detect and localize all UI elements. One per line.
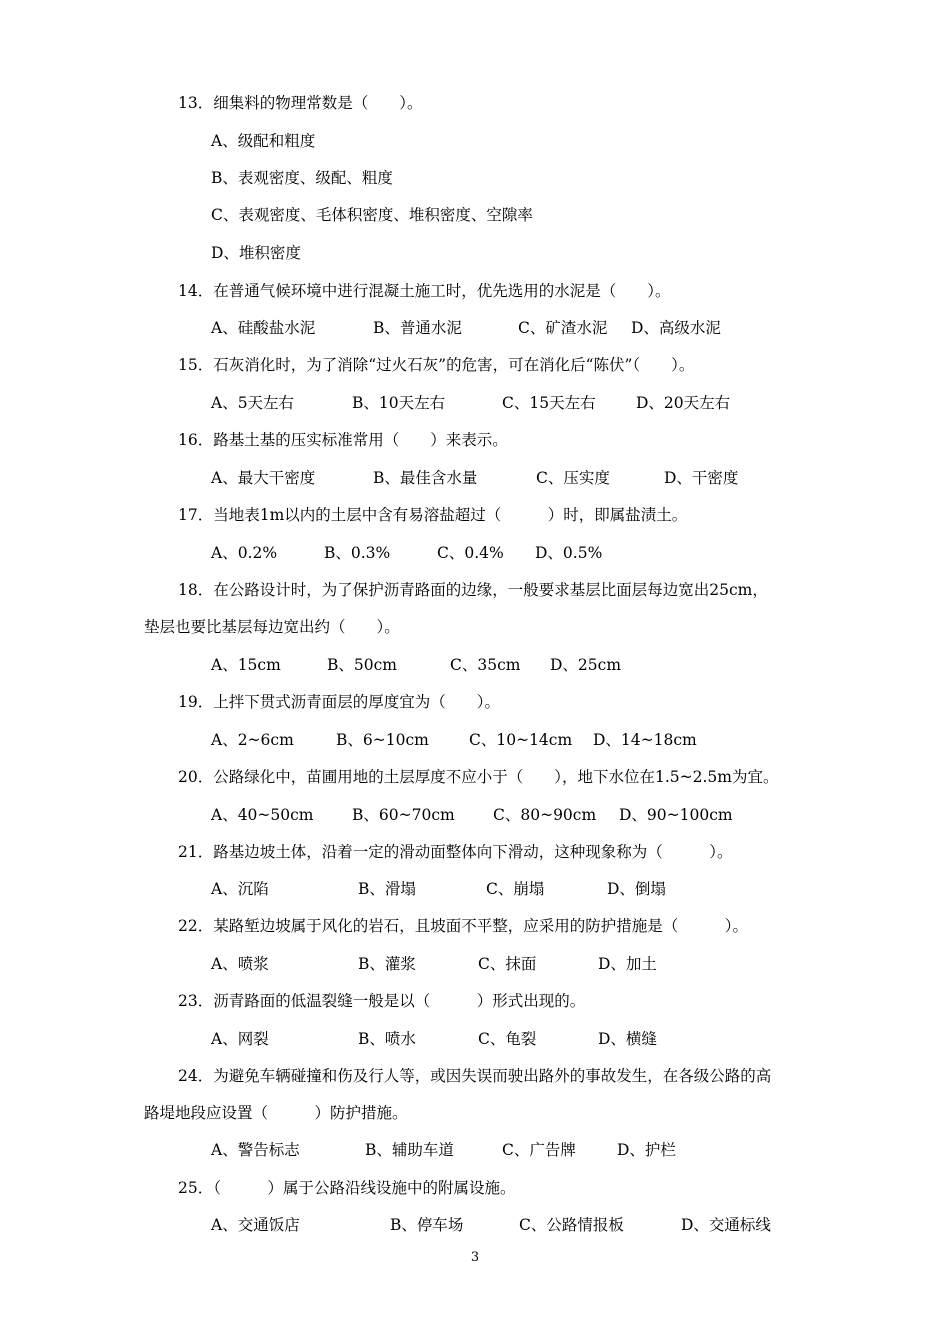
question-13-option-d: D、堆积密度	[211, 244, 301, 262]
question-15-option-c: C、15天左右	[502, 394, 596, 412]
question-24-option-d: D、护栏	[617, 1141, 676, 1159]
question-21-option-c: C、崩塌	[486, 880, 545, 898]
page-number: 3	[470, 1250, 480, 1265]
question-25-option-b: B、停车场	[390, 1216, 464, 1234]
question-25-option-d: D、交通标线	[681, 1216, 771, 1234]
question-20-option-d: D、90~100cm	[619, 806, 733, 824]
question-19-option-a: A、2~6cm	[211, 731, 294, 749]
question-23-stem: 23．沥青路面的低温裂缝一般是以（ ）形式出现的。	[178, 992, 586, 1010]
question-23-option-c: C、龟裂	[478, 1030, 537, 1048]
question-21-option-a: A、沉陷	[211, 880, 269, 898]
question-23-option-b: B、喷水	[358, 1030, 416, 1048]
question-16-option-c: C、压实度	[536, 469, 610, 487]
question-18-option-b: B、50cm	[327, 656, 397, 674]
question-24-option-a: A、警告标志	[211, 1141, 300, 1159]
question-16-option-b: B、最佳含水量	[373, 469, 478, 487]
question-20-option-b: B、60~70cm	[352, 806, 455, 824]
question-13-option-b: B、表观密度、级配、粗度	[211, 169, 393, 187]
question-14-option-b: B、普通水泥	[373, 319, 462, 337]
question-21-option-b: B、滑塌	[358, 880, 416, 898]
question-24-option-b: B、辅助车道	[365, 1141, 454, 1159]
question-16-option-d: D、干密度	[664, 469, 739, 487]
question-17-option-b: B、0.3%	[324, 544, 391, 562]
question-20-stem: 20．公路绿化中，苗圃用地的土层厚度不应小于（ ），地下水位在1.5~2.5m为宜。	[178, 768, 779, 786]
question-19-option-b: B、6~10cm	[336, 731, 429, 749]
question-22-stem: 22．某路堑边坡属于风化的岩石，且坡面不平整，应采用的防护措施是（ ）。	[178, 917, 748, 935]
question-16-option-a: A、最大干密度	[211, 469, 316, 487]
question-14-stem: 14．在普通气候环境中进行混凝土施工时，优先选用的水泥是（ ）。	[178, 282, 671, 300]
question-18-stem-line-2: 垫层也要比基层每边宽出约（ ）。	[144, 618, 400, 636]
question-13-option-a: A、级配和粗度	[211, 132, 316, 150]
question-17-option-c: C、0.4%	[437, 544, 504, 562]
question-21-option-d: D、倒塌	[607, 880, 666, 898]
question-24-option-c: C、广告牌	[502, 1141, 576, 1159]
question-15-option-a: A、5天左右	[211, 394, 295, 412]
question-15-option-b: B、10天左右	[352, 394, 446, 412]
question-25-option-a: A、交通饭店	[211, 1216, 300, 1234]
question-13-option-c: C、表观密度、毛体积密度、堆积密度、空隙率	[211, 206, 533, 224]
question-15-stem: 15．石灰消化时，为了消除“过火石灰”的危害，可在消化后“陈伏”（ ）。	[178, 356, 695, 374]
question-22-option-d: D、加土	[598, 955, 657, 973]
question-17-stem: 17．当地表1m以内的土层中含有易溶盐超过（ ）时，即属盐渍土。	[178, 506, 688, 524]
question-13-stem: 13．细集料的物理常数是（ ）。	[178, 94, 423, 112]
question-18-option-d: D、25cm	[550, 656, 622, 674]
question-25-option-c: C、公路情报板	[519, 1216, 624, 1234]
question-17-option-d: D、0.5%	[535, 544, 603, 562]
question-14-option-d: D、高级水泥	[631, 319, 721, 337]
question-24-stem-line-1: 24．为避免车辆碰撞和伤及行人等，或因失误而驶出路外的事故发生，在各级公路的高	[178, 1067, 772, 1085]
question-18-option-a: A、15cm	[211, 656, 281, 674]
question-20-option-a: A、40~50cm	[211, 806, 314, 824]
question-16-stem: 16．路基土基的压实标准常用（ ）来表示。	[178, 431, 508, 449]
question-18-option-c: C、35cm	[450, 656, 521, 674]
question-14-option-a: A、硅酸盐水泥	[211, 319, 316, 337]
question-20-option-c: C、80~90cm	[493, 806, 597, 824]
question-15-option-d: D、20天左右	[636, 394, 731, 412]
question-25-stem: 25．（ ）属于公路沿线设施中的附属设施。	[178, 1179, 516, 1197]
question-22-option-b: B、灌浆	[358, 955, 416, 973]
question-23-option-d: D、横缝	[598, 1030, 657, 1048]
question-19-option-d: D、14~18cm	[593, 731, 697, 749]
question-24-stem-line-2: 路堤地段应设置（ ）防护措施。	[144, 1104, 408, 1122]
question-22-option-c: C、抹面	[478, 955, 537, 973]
question-22-option-a: A、喷浆	[211, 955, 269, 973]
question-14-option-c: C、矿渣水泥	[518, 319, 608, 337]
question-19-option-c: C、10~14cm	[469, 731, 573, 749]
question-17-option-a: A、0.2%	[211, 544, 278, 562]
question-19-stem: 19．上拌下贯式沥青面层的厚度宜为（ ）。	[178, 693, 500, 711]
question-18-stem-line-1: 18．在公路设计时，为了保护沥青路面的边缘，一般要求基层比面层每边宽出25cm，	[178, 581, 768, 599]
question-21-stem: 21．路基边坡土体，沿着一定的滑动面整体向下滑动，这种现象称为（ ）。	[178, 843, 733, 861]
question-23-option-a: A、网裂	[211, 1030, 269, 1048]
